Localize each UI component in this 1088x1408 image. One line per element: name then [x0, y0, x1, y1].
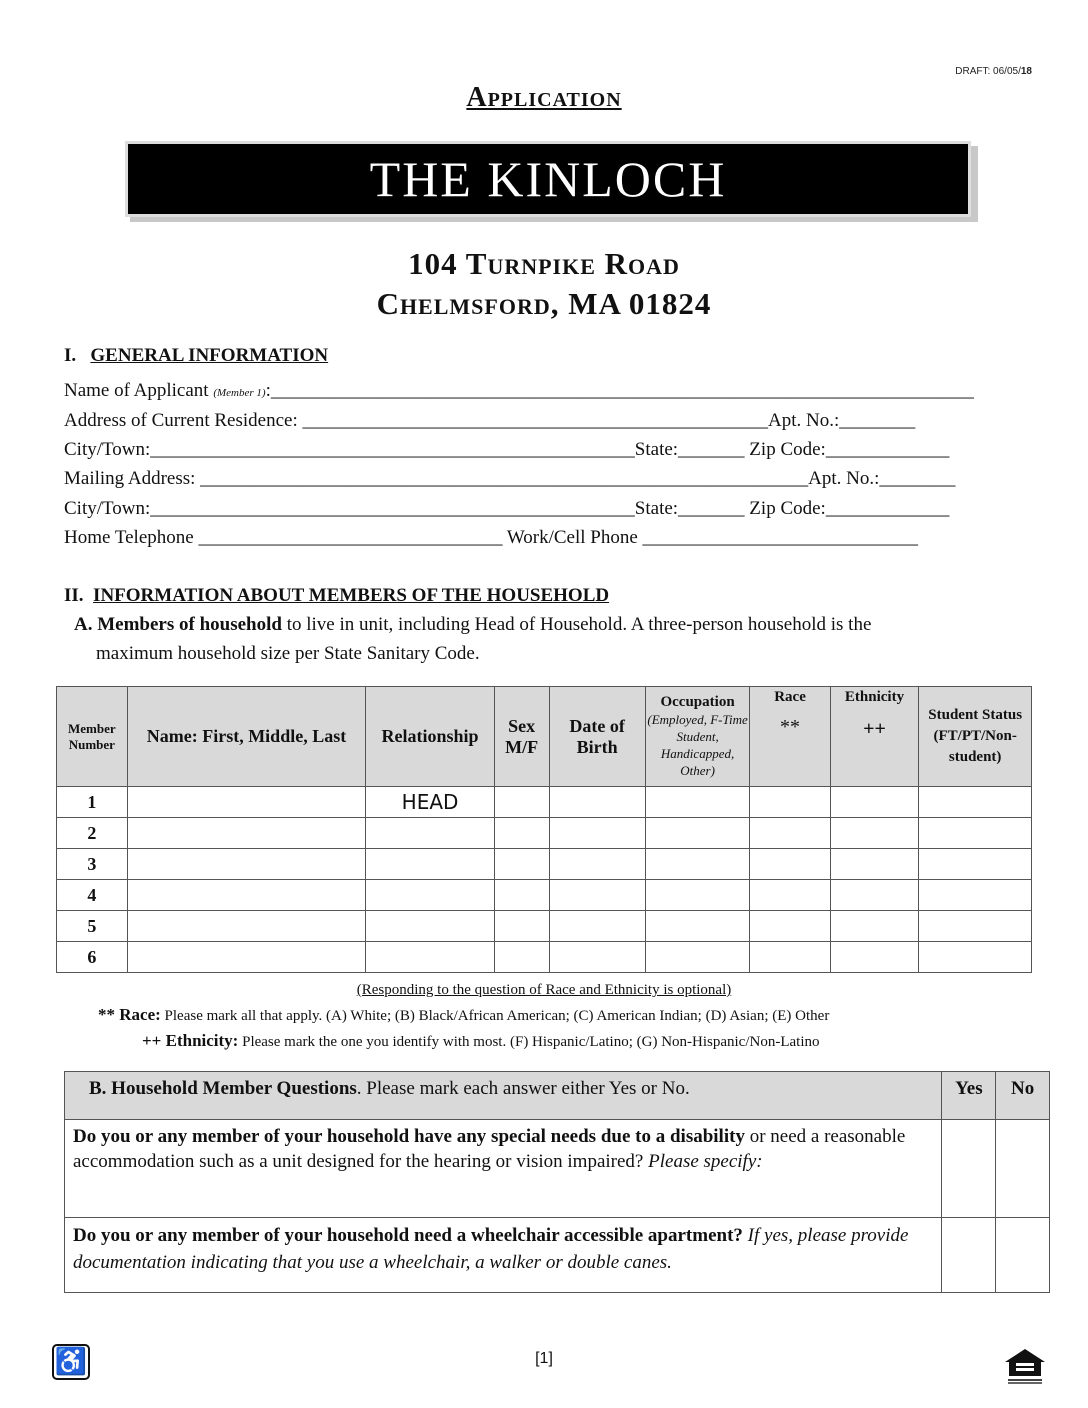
- member-number: 2: [57, 818, 128, 849]
- relationship-cell[interactable]: [366, 942, 495, 973]
- equal-housing-icon: [1002, 1346, 1048, 1386]
- household-questions-table: [64, 1071, 1050, 1293]
- relationship-cell[interactable]: [366, 818, 495, 849]
- ethnicity-cell[interactable]: [830, 818, 919, 849]
- col-dob: Date of Birth: [549, 687, 645, 787]
- yes-header: Yes: [942, 1072, 996, 1120]
- col-ethnicity: Ethnicity ++: [830, 687, 919, 787]
- race-cell[interactable]: [750, 849, 830, 880]
- address-line1: 104 Turnpike Road: [408, 246, 680, 281]
- table-row: [57, 787, 1032, 818]
- dob-cell[interactable]: [549, 818, 645, 849]
- optional-note: (Responding to the question of Race and Ethnicity is optional): [356, 982, 732, 998]
- section1-title: GENERAL INFORMATION: [90, 345, 329, 366]
- occupation-cell[interactable]: [645, 818, 750, 849]
- table-row: [57, 880, 1032, 911]
- name-cell[interactable]: [127, 880, 366, 911]
- q2-no-box[interactable]: [996, 1218, 1050, 1293]
- sex-cell[interactable]: [494, 849, 549, 880]
- city-state-zip-field[interactable]: City/Town:___________________________________________________State:_______ Zip Code:_____________: [64, 439, 950, 460]
- col-occupation: Occupation (Employed, F-Time Student, Handicapped, Other): [645, 687, 750, 787]
- phone-fields[interactable]: Home Telephone ________________________________ Work/Cell Phone _____________________________: [64, 527, 919, 548]
- household-intro: A. Members of household to live in unit, including Head of Household. A three-person household is the maximum household size per State Sanitary Code.: [74, 614, 872, 664]
- current-address-field[interactable]: Address of Current Residence: _________________________________________________Apt. No.:________: [64, 410, 916, 431]
- question-wheelchair: Do you or any member of your household need a wheelchair accessible apartment? If yes, please provide documentation indicating that you use a wheelchair, a walker or double canes.: [65, 1218, 942, 1293]
- student-status-cell[interactable]: [919, 818, 1032, 849]
- race-cell[interactable]: [750, 818, 830, 849]
- col-name: Name: First, Middle, Last: [127, 687, 366, 787]
- ethnicity-note: ++ Ethnicity: Please mark the one you identify with most. (F) Hispanic/Latino; (G) Non-Hispanic/Non-Latino: [142, 1031, 820, 1050]
- sex-cell[interactable]: [494, 787, 549, 818]
- race-cell[interactable]: [750, 787, 830, 818]
- q1-yes-box[interactable]: [942, 1120, 996, 1218]
- name-cell[interactable]: [127, 849, 366, 880]
- name-cell[interactable]: [127, 911, 366, 942]
- occupation-cell[interactable]: [645, 911, 750, 942]
- student-status-cell[interactable]: [919, 787, 1032, 818]
- student-status-cell[interactable]: [919, 911, 1032, 942]
- col-race: Race **: [750, 687, 830, 787]
- no-header: No: [996, 1072, 1050, 1120]
- section2-title: INFORMATION ABOUT MEMBERS OF THE HOUSEHOLD: [93, 585, 610, 606]
- section1-number: I.: [64, 345, 77, 366]
- race-cell[interactable]: [750, 911, 830, 942]
- address-line2: Chelmsford, MA 01824: [376, 286, 712, 321]
- name-cell[interactable]: [127, 787, 366, 818]
- col-sex: Sex M/F: [494, 687, 549, 787]
- dob-cell[interactable]: [549, 911, 645, 942]
- ethnicity-cell[interactable]: [830, 849, 919, 880]
- ethnicity-cell[interactable]: [830, 942, 919, 973]
- applicant-name-field[interactable]: Name of Applicant (Member 1):__________________________________________________________________________: [64, 380, 974, 401]
- member-number: 5: [57, 911, 128, 942]
- table-row: [57, 849, 1032, 880]
- section2-number: II.: [64, 585, 84, 606]
- relationship-cell[interactable]: [366, 849, 495, 880]
- wheelchair-icon: ♿: [52, 1344, 90, 1380]
- occupation-cell[interactable]: [645, 787, 750, 818]
- occupation-cell[interactable]: [645, 849, 750, 880]
- student-status-cell[interactable]: [919, 942, 1032, 973]
- sex-cell[interactable]: [494, 880, 549, 911]
- sex-cell[interactable]: [494, 911, 549, 942]
- draft-date: DRAFT: 06/05/18: [955, 66, 1032, 77]
- page-number: [1]: [535, 1350, 553, 1367]
- questions-header: B. Household Member Questions. Please mark each answer either Yes or No.: [65, 1072, 942, 1120]
- race-cell[interactable]: [750, 880, 830, 911]
- table-row: [57, 818, 1032, 849]
- section1-heading: [64, 345, 328, 367]
- sex-cell[interactable]: [494, 818, 549, 849]
- relationship-cell[interactable]: HEAD: [366, 787, 495, 818]
- col-relationship: Relationship: [366, 687, 495, 787]
- relationship-cell[interactable]: [366, 880, 495, 911]
- mailing-address-field[interactable]: Mailing Address: ________________________________________________________________Apt. No.:________: [64, 468, 956, 489]
- ethnicity-cell[interactable]: [830, 787, 919, 818]
- occupation-cell[interactable]: [645, 942, 750, 973]
- application-title: Application: [466, 82, 622, 113]
- dob-cell[interactable]: [549, 942, 645, 973]
- ethnicity-cell[interactable]: [830, 911, 919, 942]
- table-row: [57, 911, 1032, 942]
- col-member-number: Member Number: [57, 687, 128, 787]
- student-status-cell[interactable]: [919, 849, 1032, 880]
- mailing-city-state-zip-field[interactable]: City/Town:___________________________________________________State:_______ Zip Code:_____________: [64, 498, 950, 519]
- table-row: [57, 942, 1032, 973]
- member-number: 6: [57, 942, 128, 973]
- dob-cell[interactable]: [549, 880, 645, 911]
- q1-no-box[interactable]: [996, 1120, 1050, 1218]
- relationship-cell[interactable]: [366, 911, 495, 942]
- name-cell[interactable]: [127, 818, 366, 849]
- member-number: 3: [57, 849, 128, 880]
- section2-heading: [64, 585, 609, 607]
- sex-cell[interactable]: [494, 942, 549, 973]
- q2-yes-box[interactable]: [942, 1218, 996, 1293]
- household-members-table: [56, 686, 1032, 973]
- member-number: 1: [57, 787, 128, 818]
- member-number: 4: [57, 880, 128, 911]
- property-name-banner: THE KINLOCH: [125, 141, 971, 217]
- student-status-cell[interactable]: [919, 880, 1032, 911]
- question-disability: Do you or any member of your household have any special needs due to a disability or need a reasonable accommodation such as a unit designed for the hearing or vision impaired? Please specify:: [65, 1120, 942, 1218]
- occupation-cell[interactable]: [645, 880, 750, 911]
- race-cell[interactable]: [750, 942, 830, 973]
- name-cell[interactable]: [127, 942, 366, 973]
- ethnicity-cell[interactable]: [830, 880, 919, 911]
- race-note: ** Race: Please mark all that apply. (A) White; (B) Black/African American; (C) American Indian; (D) Asian; (E) Other: [98, 1005, 830, 1024]
- dob-cell[interactable]: [549, 849, 645, 880]
- col-student-status: Student Status (FT/PT/Non-student): [919, 687, 1032, 787]
- dob-cell[interactable]: [549, 787, 645, 818]
